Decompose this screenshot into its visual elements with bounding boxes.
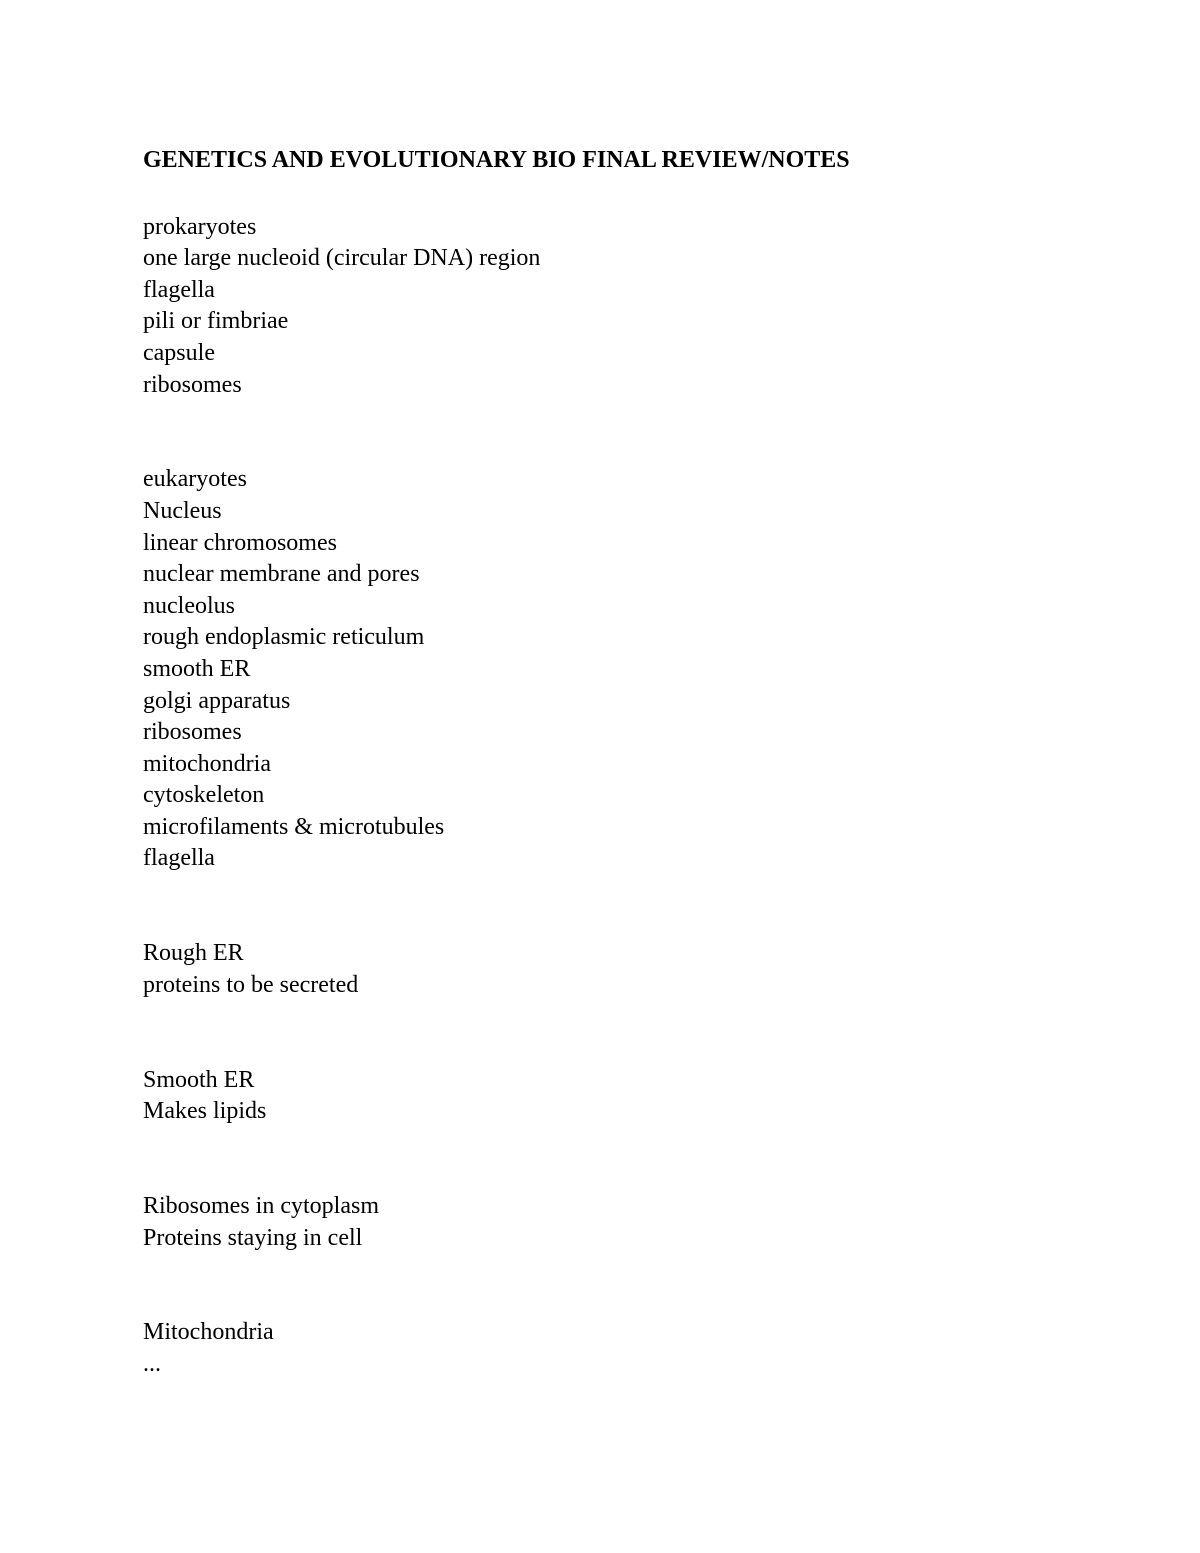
- note-line: mitochondria: [143, 750, 271, 777]
- note-line: golgi apparatus: [143, 687, 291, 714]
- note-line: smooth ER: [143, 655, 251, 682]
- note-line: ribosomes: [143, 719, 242, 746]
- notes-section: [143, 938, 1143, 1001]
- note-line: proteins to be secreted: [143, 971, 359, 998]
- document-title: GENETICS AND EVOLUTIONARY BIO FINAL REVIEW/NOTES: [143, 147, 850, 173]
- note-line: one large nucleoid (circular DNA) region: [143, 245, 541, 272]
- notes-section: [143, 464, 1143, 875]
- note-line: cytoskeleton: [143, 782, 265, 809]
- section-spacer: [143, 875, 1143, 938]
- note-line: prokaryotes: [143, 213, 257, 240]
- note-line: Mitochondria: [143, 1319, 274, 1346]
- notes-section: [143, 1191, 1143, 1254]
- section-spacer: [143, 401, 1143, 464]
- section-spacer: [143, 1001, 1143, 1064]
- note-line: flagella: [143, 845, 215, 872]
- notes-section: [143, 1317, 1143, 1380]
- note-line: nuclear membrane and pores: [143, 561, 420, 588]
- note-line: capsule: [143, 339, 215, 366]
- note-line: pili or fimbriae: [143, 308, 289, 335]
- notes-section: [143, 1065, 1143, 1128]
- notes-section: [143, 212, 1143, 402]
- note-line: Ribosomes in cytoplasm: [143, 1193, 379, 1219]
- note-line: Makes lipids: [143, 1098, 267, 1125]
- note-line: eukaryotes: [143, 466, 247, 493]
- note-line: nucleolus: [143, 592, 235, 619]
- note-line: flagella: [143, 276, 215, 303]
- section-spacer: [143, 1254, 1143, 1317]
- note-line: rough endoplasmic reticulum: [143, 624, 425, 651]
- notes-sections: [143, 212, 1143, 1381]
- note-line: Rough ER: [143, 940, 244, 967]
- note-line: ...: [143, 1350, 161, 1377]
- note-line: microfilaments & microtubules: [143, 813, 445, 840]
- document-body: [143, 140, 1143, 1381]
- section-spacer: [143, 1128, 1143, 1191]
- note-line: Proteins staying in cell: [143, 1224, 363, 1251]
- note-line: Nucleus: [143, 497, 222, 524]
- note-line: linear chromosomes: [143, 529, 337, 556]
- note-line: ribosomes: [143, 371, 242, 398]
- note-line: Smooth ER: [143, 1066, 255, 1093]
